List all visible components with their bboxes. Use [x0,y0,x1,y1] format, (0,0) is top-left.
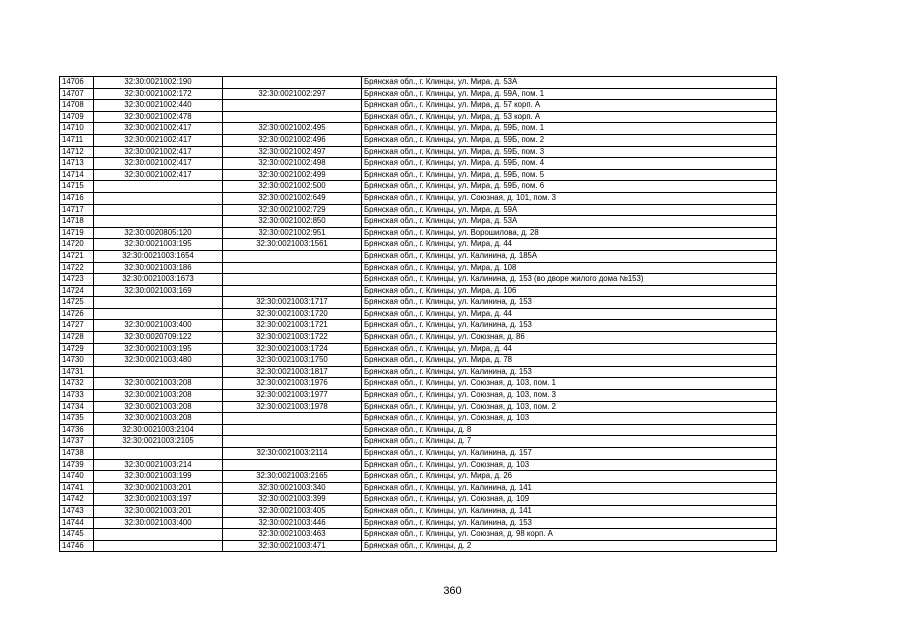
parcel-number-cell: 32:30:0021003:1673 [94,274,223,286]
row-number-cell: 14746 [60,540,94,552]
address-cell: Брянская обл., г. Клинцы, ул. Калинина, д. 153 [362,297,777,309]
table-row [60,424,777,436]
table-row [60,192,777,204]
address-cell: Брянская обл., г. Клинцы, ул. Ворошилова, д. 28 [362,227,777,239]
row-number-cell: 14718 [60,216,94,228]
parcel-number-cell: 32:30:0021003:195 [94,343,223,355]
table-row [60,77,777,89]
address-cell: Брянская обл., г. Клинцы, ул. Союзная, д. 109 [362,494,777,506]
row-number-cell: 14727 [60,320,94,332]
row-number-cell: 14709 [60,111,94,123]
object-number-cell: 32:30:0021002:850 [223,216,362,228]
address-cell: Брянская обл., г. Клинцы, ул. Мира, д. 59Б, пом. 5 [362,169,777,181]
object-number-cell: 32:30:0021003:340 [223,482,362,494]
object-number-cell: 32:30:0021002:729 [223,204,362,216]
row-number-cell: 14722 [60,262,94,274]
parcel-number-cell: 32:30:0021002:478 [94,111,223,123]
table-row [60,88,777,100]
parcel-number-cell [94,448,223,460]
row-number-cell: 14728 [60,332,94,344]
address-cell: Брянская обл., г. Клинцы, ул. Калинина, д. 153 [362,517,777,529]
object-number-cell: 32:30:0021003:446 [223,517,362,529]
table-row [60,169,777,181]
object-number-cell: 32:30:0021002:496 [223,134,362,146]
address-cell: Брянская обл., г. Клинцы, ул. Мира, д. 59А [362,204,777,216]
address-cell: Брянская обл., г. Клинцы, ул. Мира, д. 59Б, пом. 4 [362,158,777,170]
address-cell: Брянская обл., г. Клинцы, ул. Мира, д. 59Б, пом. 6 [362,181,777,193]
object-number-cell: 32:30:0021003:2165 [223,471,362,483]
address-cell: Брянская обл., г. Клинцы, ул. Союзная, д. 103 [362,459,777,471]
parcel-number-cell: 32:30:0021003:208 [94,390,223,402]
object-number-cell: 32:30:0021003:2114 [223,448,362,460]
object-number-cell: 32:30:0021003:1561 [223,239,362,251]
parcel-number-cell: 32:30:0021003:400 [94,320,223,332]
object-number-cell: 32:30:0021002:951 [223,227,362,239]
object-number-cell: 32:30:0021002:649 [223,192,362,204]
table-row [60,459,777,471]
row-number-cell: 14711 [60,134,94,146]
row-number-cell: 14745 [60,529,94,541]
row-number-cell: 14736 [60,424,94,436]
row-number-cell: 14733 [60,390,94,402]
table-row [60,448,777,460]
parcel-number-cell: 32:30:0021003:208 [94,401,223,413]
cadastral-table [59,76,777,552]
table-row [60,204,777,216]
address-cell: Брянская обл., г. Клинцы, ул. Калинина, д. 153 (во дворе жилого дома №153) [362,274,777,286]
object-number-cell [223,459,362,471]
address-cell: Брянская обл., г. Клинцы, ул. Калинина, д. 185А [362,250,777,262]
object-number-cell: 32:30:0021003:1976 [223,378,362,390]
table-row [60,482,777,494]
parcel-number-cell: 32:30:0021003:201 [94,482,223,494]
row-number-cell: 14720 [60,239,94,251]
table-row [60,158,777,170]
parcel-number-cell: 32:30:0021002:417 [94,146,223,158]
address-cell: Брянская обл., г. Клинцы, ул. Союзная, д. 103, пом. 1 [362,378,777,390]
table-row [60,355,777,367]
parcel-number-cell: 32:30:0021003:400 [94,517,223,529]
table-row [60,471,777,483]
parcel-number-cell [94,366,223,378]
table-row [60,262,777,274]
parcel-number-cell: 32:30:0021003:214 [94,459,223,471]
parcel-number-cell: 32:30:0021003:208 [94,413,223,425]
row-number-cell: 14715 [60,181,94,193]
parcel-number-cell: 32:30:0021002:417 [94,123,223,135]
parcel-number-cell: 32:30:0020709:122 [94,332,223,344]
address-cell: Брянская обл., г. Клинцы, ул. Мира, д. 53А [362,77,777,89]
object-number-cell: 32:30:0021003:399 [223,494,362,506]
address-cell: Брянская обл., г. Клинцы, ул. Союзная, д. 103, пом. 3 [362,390,777,402]
table-row [60,505,777,517]
address-cell: Брянская обл., г. Клинцы, ул. Мира, д. 106 [362,285,777,297]
table-row [60,343,777,355]
object-number-cell: 32:30:0021003:405 [223,505,362,517]
row-number-cell: 14732 [60,378,94,390]
table-row [60,413,777,425]
row-number-cell: 14741 [60,482,94,494]
parcel-number-cell: 32:30:0021003:186 [94,262,223,274]
object-number-cell [223,262,362,274]
row-number-cell: 14721 [60,250,94,262]
parcel-number-cell: 32:30:0021002:417 [94,134,223,146]
table-row [60,134,777,146]
table-row [60,285,777,297]
object-number-cell [223,424,362,436]
object-number-cell: 32:30:0021002:497 [223,146,362,158]
parcel-number-cell: 32:30:0021003:195 [94,239,223,251]
address-cell: Брянская обл., г. Клинцы, ул. Калинина, д. 157 [362,448,777,460]
address-cell: Брянская обл., г. Клинцы, ул. Союзная, д. 86 [362,332,777,344]
address-cell: Брянская обл., г. Клинцы, ул. Союзная, д. 103 [362,413,777,425]
object-number-cell: 32:30:0021003:1817 [223,366,362,378]
table-row [60,529,777,541]
row-number-cell: 14714 [60,169,94,181]
table-row [60,517,777,529]
row-number-cell: 14731 [60,366,94,378]
row-number-cell: 14735 [60,413,94,425]
row-number-cell: 14719 [60,227,94,239]
parcel-number-cell [94,192,223,204]
parcel-number-cell [94,308,223,320]
object-number-cell: 32:30:0021003:1978 [223,401,362,413]
address-cell: Брянская обл., г. Клинцы, ул. Мира, д. 59Б, пом. 3 [362,146,777,158]
table-row [60,366,777,378]
parcel-number-cell: 32:30:0020805:120 [94,227,223,239]
page-number: 360 [443,585,462,597]
address-cell: Брянская обл., г. Клинцы, ул. Мира, д. 44 [362,308,777,320]
row-number-cell: 14717 [60,204,94,216]
parcel-number-cell [94,540,223,552]
address-cell: Брянская обл., г. Клинцы, ул. Калинина, д. 141 [362,505,777,517]
address-cell: Брянская обл., г. Клинцы, ул. Калинина, д. 153 [362,320,777,332]
parcel-number-cell: 32:30:0021003:208 [94,378,223,390]
table-row [60,239,777,251]
address-cell: Брянская обл., г. Клинцы, ул. Мира, д. 59Б, пом. 1 [362,123,777,135]
parcel-number-cell: 32:30:0021003:169 [94,285,223,297]
parcel-number-cell [94,181,223,193]
address-cell: Брянская обл., г. Клинцы, ул. Мира, д. 53 корп. А [362,111,777,123]
address-cell: Брянская обл., г. Клинцы, ул. Мира, д. 44 [362,239,777,251]
parcel-number-cell: 32:30:0021003:199 [94,471,223,483]
row-number-cell: 14716 [60,192,94,204]
object-number-cell [223,413,362,425]
parcel-number-cell: 32:30:0021003:480 [94,355,223,367]
address-cell: Брянская обл., г. Клинцы, ул. Мира, д. 59Б, пом. 2 [362,134,777,146]
object-number-cell [223,285,362,297]
object-number-cell: 32:30:0021003:471 [223,540,362,552]
row-number-cell: 14730 [60,355,94,367]
table-row [60,123,777,135]
object-number-cell: 32:30:0021002:495 [223,123,362,135]
row-number-cell: 14739 [60,459,94,471]
table-row [60,274,777,286]
parcel-number-cell: 32:30:0021003:1654 [94,250,223,262]
object-number-cell: 32:30:0021003:1720 [223,308,362,320]
object-number-cell: 32:30:0021002:498 [223,158,362,170]
row-number-cell: 14710 [60,123,94,135]
table-row [60,308,777,320]
table-row [60,146,777,158]
object-number-cell: 32:30:0021003:1750 [223,355,362,367]
parcel-number-cell: 32:30:0021003:201 [94,505,223,517]
parcel-number-cell: 32:30:0021003:2104 [94,424,223,436]
row-number-cell: 14734 [60,401,94,413]
row-number-cell: 14708 [60,100,94,112]
address-cell: Брянская обл., г. Клинцы, д. 7 [362,436,777,448]
table-row [60,100,777,112]
parcel-number-cell: 32:30:0021002:417 [94,158,223,170]
row-number-cell: 14726 [60,308,94,320]
parcel-number-cell [94,204,223,216]
table-row [60,297,777,309]
parcel-number-cell: 32:30:0021003:2105 [94,436,223,448]
table-body [60,77,777,552]
address-cell: Брянская обл., г. Клинцы, ул. Калинина, д. 141 [362,482,777,494]
object-number-cell: 32:30:0021003:1717 [223,297,362,309]
table-row [60,378,777,390]
address-cell: Брянская обл., г. Клинцы, ул. Мира, д. 108 [362,262,777,274]
row-number-cell: 14724 [60,285,94,297]
row-number-cell: 14712 [60,146,94,158]
row-number-cell: 14737 [60,436,94,448]
row-number-cell: 14738 [60,448,94,460]
row-number-cell: 14713 [60,158,94,170]
address-cell: Брянская обл., г. Клинцы, ул. Союзная, д. 98 корп. А [362,529,777,541]
address-cell: Брянская обл., г. Клинцы, д. 8 [362,424,777,436]
table-row [60,401,777,413]
table-row [60,227,777,239]
object-number-cell: 32:30:0021003:1977 [223,390,362,402]
table-row [60,216,777,228]
parcel-number-cell: 32:30:0021002:172 [94,88,223,100]
row-number-cell: 14729 [60,343,94,355]
address-cell: Брянская обл., г. Клинцы, ул. Мира, д. 26 [362,471,777,483]
object-number-cell: 32:30:0021003:1721 [223,320,362,332]
object-number-cell: 32:30:0021003:1724 [223,343,362,355]
address-cell: Брянская обл., г. Клинцы, ул. Союзная, д. 103, пом. 2 [362,401,777,413]
address-cell: Брянская обл., г. Клинцы, ул. Союзная, д. 101, пом. 3 [362,192,777,204]
row-number-cell: 14706 [60,77,94,89]
address-cell: Брянская обл., г. Клинцы, д. 2 [362,540,777,552]
parcel-number-cell: 32:30:0021002:190 [94,77,223,89]
row-number-cell: 14743 [60,505,94,517]
address-cell: Брянская обл., г. Клинцы, ул. Мира, д. 53А [362,216,777,228]
object-number-cell: 32:30:0021003:1722 [223,332,362,344]
object-number-cell: 32:30:0021002:297 [223,88,362,100]
object-number-cell [223,111,362,123]
address-cell: Брянская обл., г. Клинцы, ул. Мира, д. 78 [362,355,777,367]
object-number-cell [223,274,362,286]
table-row [60,181,777,193]
table-row [60,250,777,262]
parcel-number-cell: 32:30:0021003:197 [94,494,223,506]
row-number-cell: 14740 [60,471,94,483]
object-number-cell [223,436,362,448]
object-number-cell: 32:30:0021002:500 [223,181,362,193]
address-cell: Брянская обл., г. Клинцы, ул. Калинина, д. 153 [362,366,777,378]
parcel-number-cell [94,529,223,541]
object-number-cell [223,250,362,262]
table-row [60,111,777,123]
parcel-number-cell [94,297,223,309]
parcel-number-cell [94,216,223,228]
parcel-number-cell: 32:30:0021002:440 [94,100,223,112]
table-row [60,436,777,448]
object-number-cell: 32:30:0021003:463 [223,529,362,541]
object-number-cell [223,100,362,112]
table-row [60,540,777,552]
address-cell: Брянская обл., г. Клинцы, ул. Мира, д. 57 корп. А [362,100,777,112]
row-number-cell: 14723 [60,274,94,286]
table-row [60,332,777,344]
table-row [60,390,777,402]
row-number-cell: 14707 [60,88,94,100]
address-cell: Брянская обл., г. Клинцы, ул. Мира, д. 44 [362,343,777,355]
table-row [60,494,777,506]
parcel-number-cell: 32:30:0021002:417 [94,169,223,181]
object-number-cell: 32:30:0021002:499 [223,169,362,181]
table-row [60,320,777,332]
row-number-cell: 14744 [60,517,94,529]
row-number-cell: 14742 [60,494,94,506]
object-number-cell [223,77,362,89]
row-number-cell: 14725 [60,297,94,309]
address-cell: Брянская обл., г. Клинцы, ул. Мира, д. 59А, пом. 1 [362,88,777,100]
